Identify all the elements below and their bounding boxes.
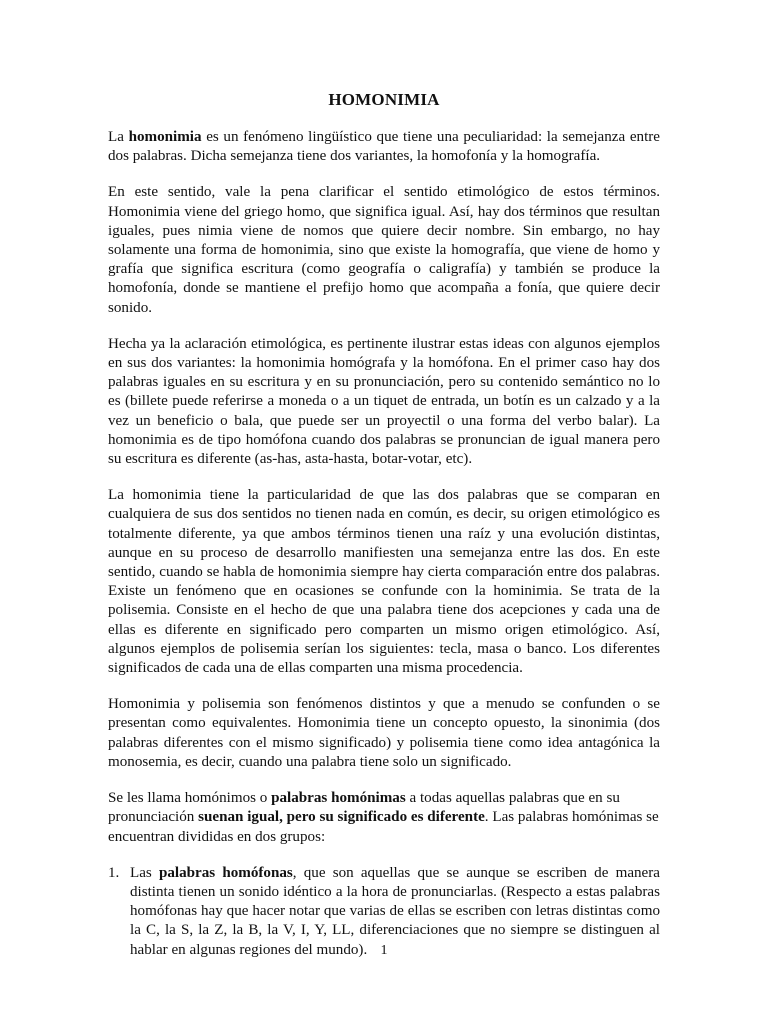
page-number: 1 [380,943,388,958]
bold-term: palabras homónimas [271,790,406,807]
document-title: HOMONIMIA [328,90,440,109]
list-item-text: Las palabras homófonas, que son aquellas que se aunque se escriben de manera distinta tienen un sonido idéntico a la hora de pronunciarlas. (Respecto a estas palabras homófonas hay que hacer notar que varias de ellas se escriben con letras distintas como la C, la S, la Z, la B, la V, I, Y, LL, diferenciaciones que no siempre se distinguen al hablar en algunas regiones del mundo). [130,864,660,958]
paragraph-comparison: Homonimia y polisemia son fenómenos distintos y que a menudo se confunden o se presentan como equivalentes. Homonimia tiene un concepto opuesto, la sinonimia (dos palabras diferentes con el mismo significado) y polisemia tiene como idea antagónica la monosemia, es decir, cuando una palabra tiene solo un significado. [108,696,660,770]
paragraph-polysemy: La homonimia tiene la particularidad de que las dos palabras que se comparan en cualquiera de sus dos sentidos no tienen nada en común, es decir, su origen etimológico es totalmente diferente, ya que ambos términos tienen una raíz y una evolución distintas, aunque en su proceso de desarrollo manifiesten una semejanza entre las dos. En este sentido, cuando se habla de homonimia siempre hay cierta comparación entre dos palabras. Existe un fenómeno que en ocasiones se confunde con la hominimia. Se trata de la polisemia. Consiste en el hecho de que una palabra tiene dos acepciones y cada una de ellas es diferente en significado pero comparten un mismo origen etimológico. Así, algunos ejemplos de polisemia serían los siguientes: tecla, masa o banco. Los diferentes significados de cada una de ellas comparten una misma procedencia. [108,487,660,677]
paragraph-intro: La homonimia es un fenómeno lingüístico que tiene una peculiaridad: la semejanza entre dos palabras. Dicha semejanza tiene dos variantes, la homofonía y la homografía. [108,129,660,165]
paragraph-definition: Se les llama homónimos o palabras homónimas a todas aquellas palabras que en su pronunciación suenan igual, pero su significado es diferente. Las palabras homónimas se encuentran divididas en dos grupos: [108,790,659,845]
list-number: 1. [108,864,120,881]
bold-term: homonimia [128,129,202,145]
paragraph-variants: Hecha ya la aclaración etimológica, es pertinente ilustrar estas ideas con algunos ejemplos en sus dos variantes: la homonimia homógrafa y la homófona. En el primer caso hay dos palabras iguales en su escritura y en su pronunciación, pero su contenido semántico no lo es (billete puede referirse a moneda o a un tiquet de entrada, un botín es un calzado y a la vez un beneficio o bala, que puede ser un proyectil o una forma del verbo balar). La homonimia es de tipo homófona cuando dos palabras se pronuncian de igual manera pero su escritura es diferente (as-has, asta-hasta, botar-votar, etc). [108,335,660,468]
bold-phrase: suenan igual, pero su significado es diferente [198,809,485,826]
paragraph-etymology: En este sentido, vale la pena clarificar el sentido etimológico de estos términos. Homonimia viene del griego homo, que significa igual. Así, hay dos términos que resultan iguales, pues nimia viene de nomos que quiere decir nombre. Sin embargo, no hay solamente una forma de homonimia, sino que existe la homografía, que viene de homo y grafía que significa escritura (como geografía o caligrafía) y también se produce la homofonía, donde se mantiene el prefijo homo que acompaña a fonía, que quiere decir sonido. [108,184,660,316]
bold-term: palabras homófonas [158,864,293,881]
